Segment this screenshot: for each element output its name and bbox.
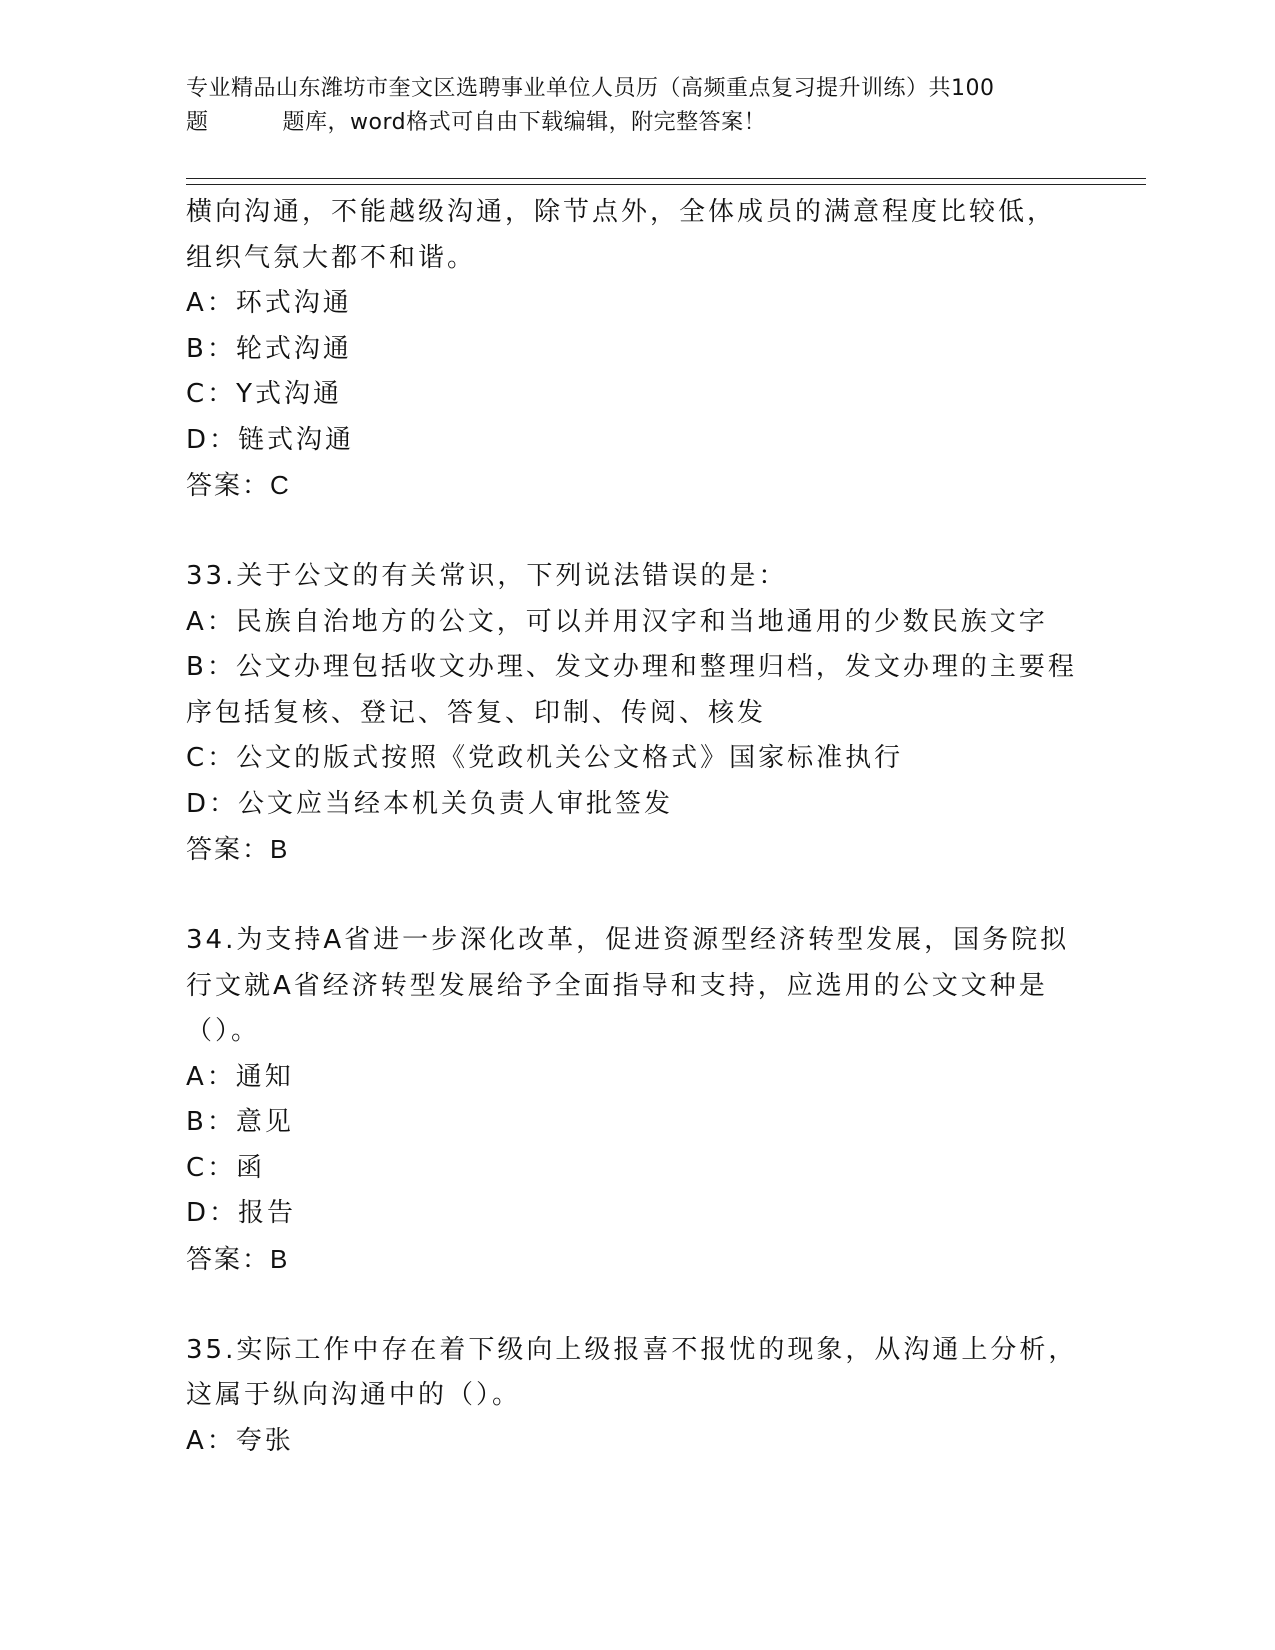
question-stem-continued: 组织气氛大都不和谐。 — [186, 242, 477, 273]
option-a: A：夸张 — [186, 1425, 294, 1456]
option-b: B：公文办理包括收文办理、发文办理和整理归档，发文办理的主要程 — [186, 652, 1077, 682]
option-c: C：Y式沟通 — [186, 379, 343, 409]
question-stem: 35.实际工作中存在着下级向上级报喜不报忧的现象，从沟通上分析， — [186, 1334, 1078, 1365]
question-34 — [186, 918, 1086, 1282]
question-stem-continued: （）。 — [186, 1016, 261, 1046]
question-stem: 33.关于公文的有关常识，下列说法错误的是： — [186, 561, 788, 591]
question-list — [186, 190, 1086, 1464]
option-d: D：报告 — [186, 1198, 297, 1228]
answer: 答案：C — [186, 470, 291, 500]
header-title-line1: 专业精品山东潍坊市奎文区选聘事业单位人员历（高频重点复习提升训练）共100 — [186, 76, 995, 101]
question-stem-continued: 横向沟通，不能越级沟通，除节点外，全体成员的满意程度比较低， — [186, 197, 1057, 227]
question-32 — [186, 190, 1086, 509]
option-a: A：通知 — [186, 1061, 294, 1092]
option-c: C：公文的版式按照《党政机关公文格式》国家标准执行 — [186, 743, 904, 773]
option-a: A：环式沟通 — [186, 288, 352, 318]
option-b-continued: 序包括复核、登记、答复、印制、传阅、核发 — [186, 697, 767, 728]
question-33 — [186, 554, 1086, 873]
option-d: D：公文应当经本机关负责人审批签发 — [186, 788, 674, 819]
answer: 答案：B — [186, 1243, 290, 1274]
question-stem-continued: 行文就A省经济转型发展给予全面指导和支持，应选用的公文文种是 — [186, 970, 1048, 1001]
option-a: A：民族自治地方的公文，可以并用汉字和当地通用的少数民族文字 — [186, 606, 1048, 637]
header-title-line2-start: 题 — [186, 110, 209, 135]
header-title-line2 — [186, 106, 1086, 140]
header-divider-bottom — [186, 184, 1146, 185]
option-b: B：轮式沟通 — [186, 333, 352, 364]
option-c: C：函 — [186, 1152, 266, 1183]
page-header — [186, 72, 1086, 140]
header-title-line2-rest: 题库，word格式可自由下载编辑，附完整答案！ — [282, 110, 767, 135]
option-d: D：链式沟通 — [186, 424, 355, 455]
question-35 — [186, 1328, 1086, 1465]
question-stem: 34.为支持A省进一步深化改革，促进资源型经济转型发展，国务院拟 — [186, 925, 1070, 955]
option-b: B：意见 — [186, 1107, 294, 1137]
question-stem-continued: 这属于纵向沟通中的（）。 — [186, 1380, 522, 1410]
header-divider-top — [186, 178, 1146, 179]
answer: 答案：B — [186, 834, 290, 864]
